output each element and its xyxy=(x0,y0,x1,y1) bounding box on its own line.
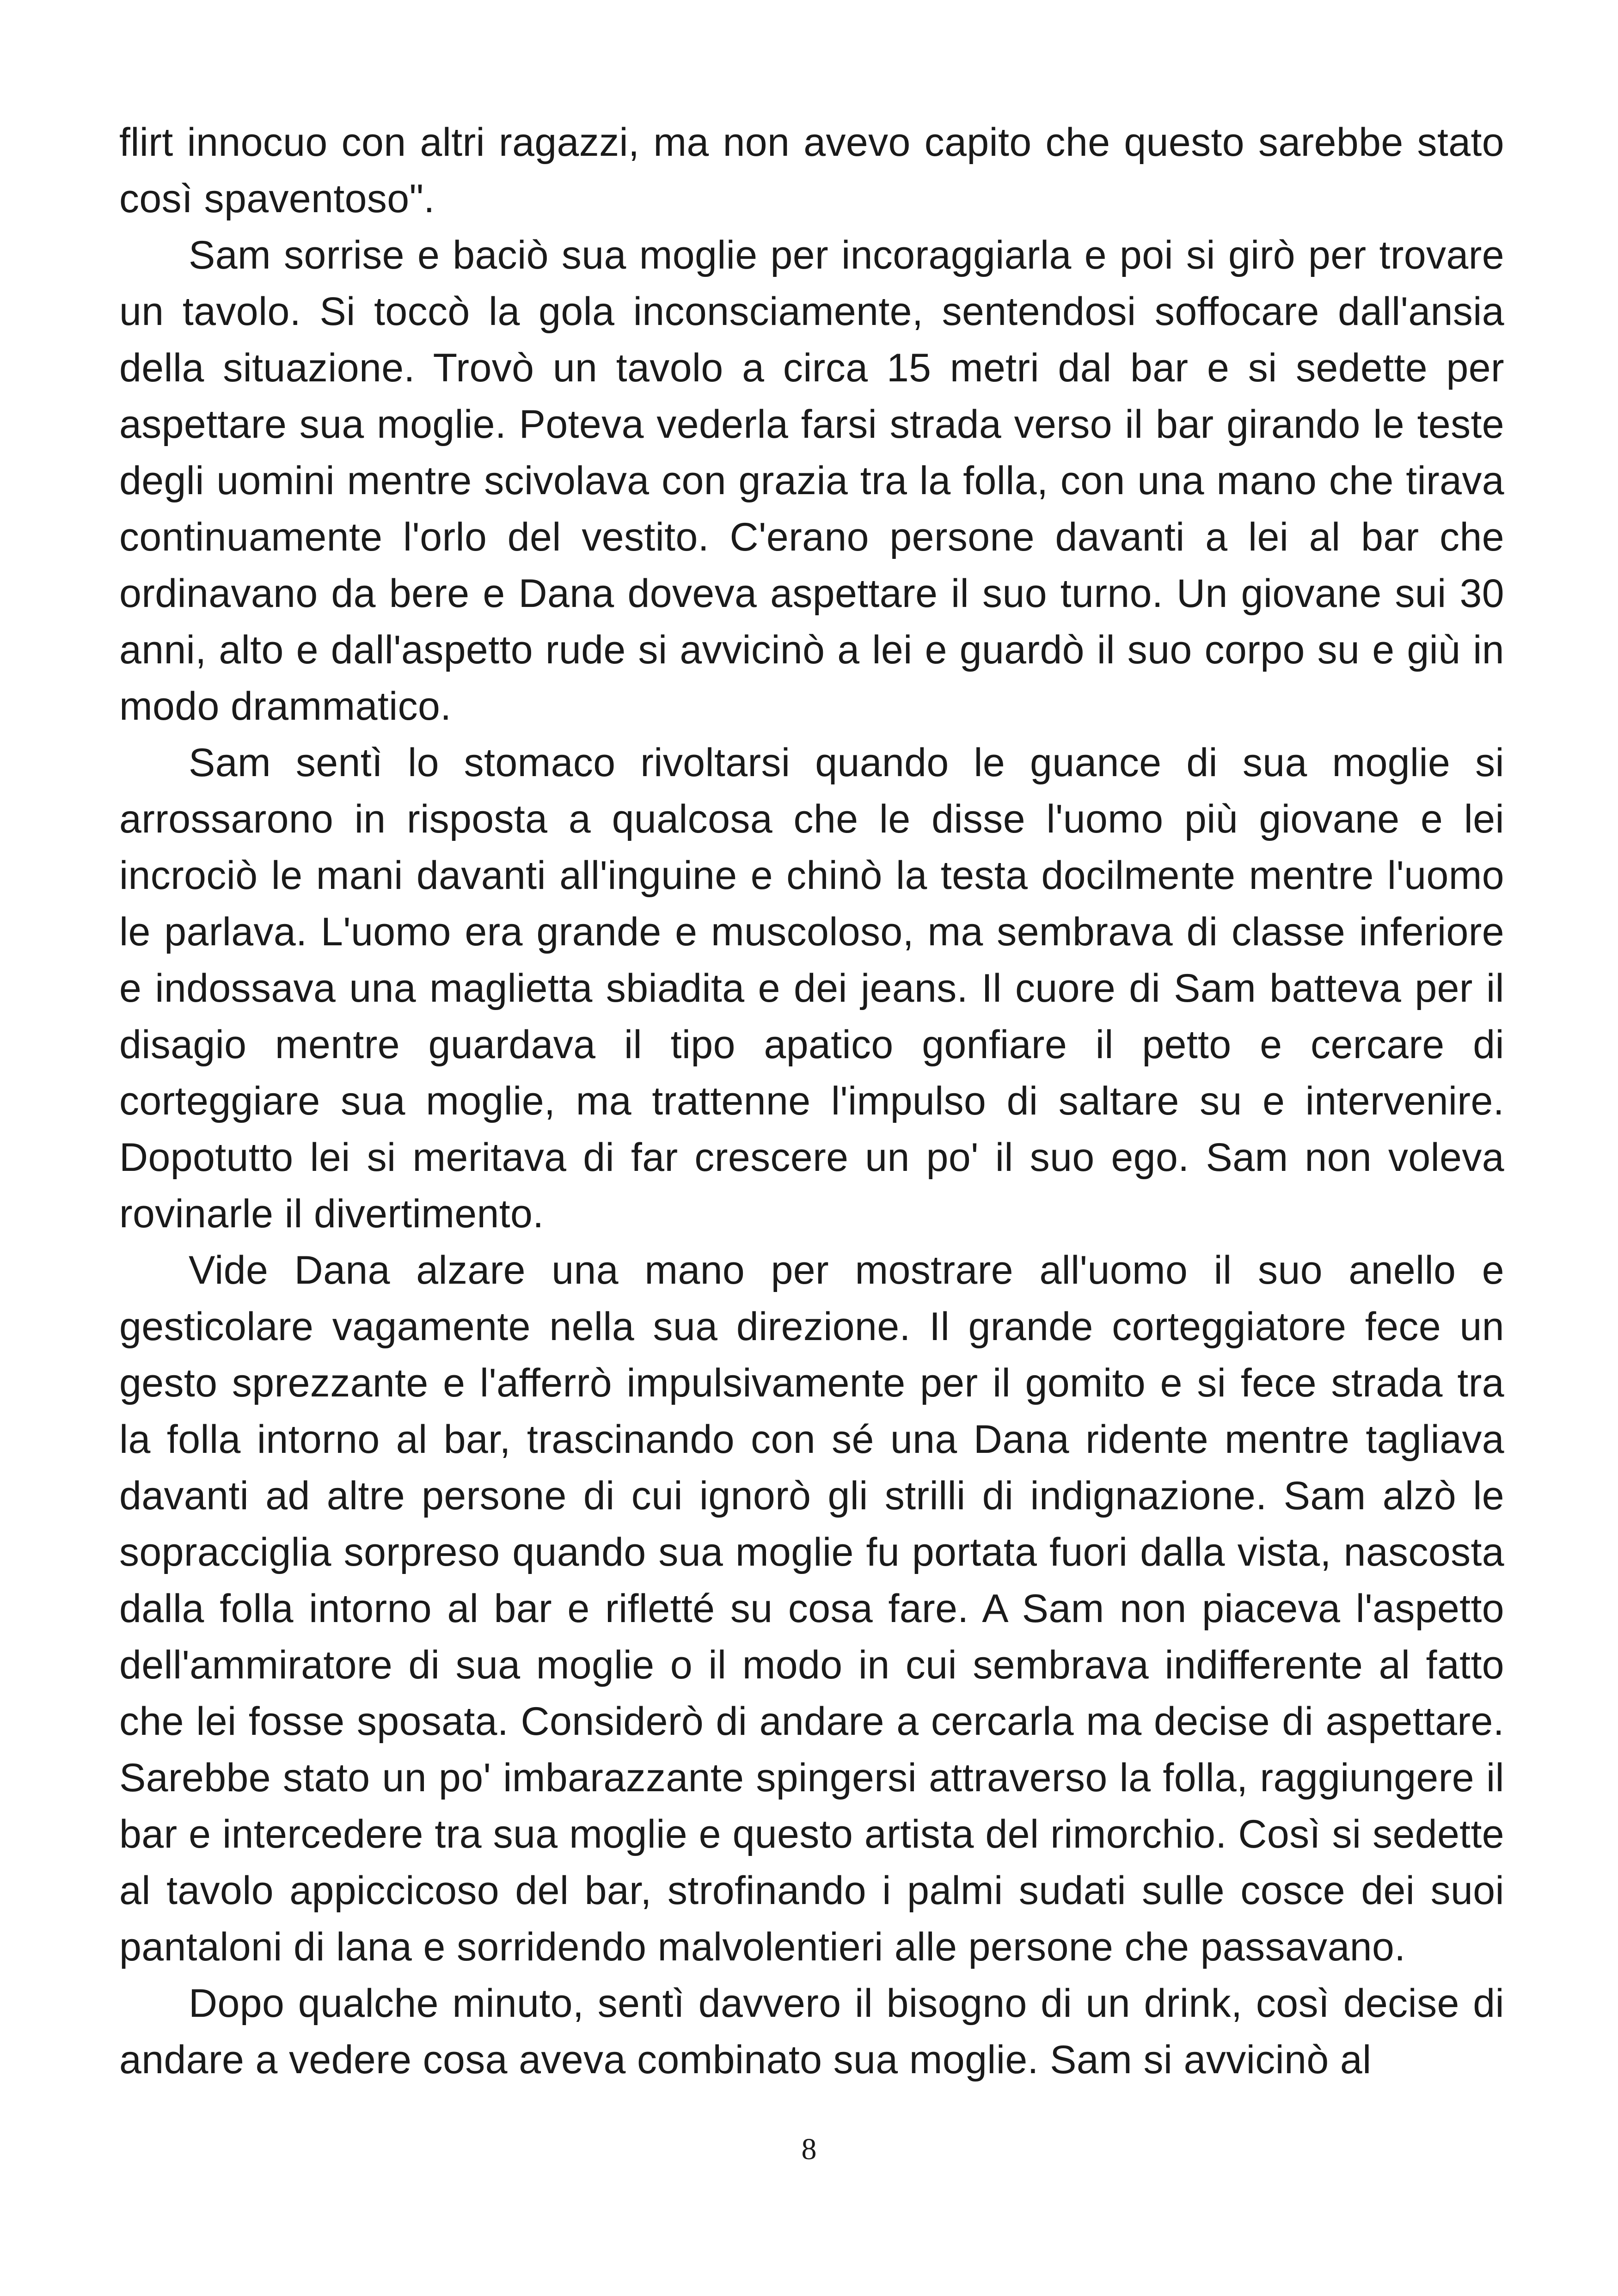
page-body xyxy=(119,114,1504,2088)
paragraph: Vide Dana alzare una mano per mostrare all'uomo il suo anello e gesticolare vagamente nella sua direzione. Il grande corteggiatore fece un gesto sprezzante e l'afferrò impulsivamente per il gomito e si fece strada tra la folla intorno al bar, trascinando con sé una Dana ridente mentre tagliava davanti ad altre persone di cui ignorò gli strilli di indignazione. Sam alzò le sopracciglia sorpreso quando sua moglie fu portata fuori dalla vista, nascosta dalla folla intorno al bar e rifletté su cosa fare. A Sam non piaceva l'aspetto dell'ammiratore di sua moglie o il modo in cui sembrava indifferente al fatto che lei fosse sposata. Considerò di andare a cercarla ma decise di aspettare. Sarebbe stato un po' imbarazzante spingersi attraverso la folla, raggiungere il bar e intercedere tra sua moglie e questo artista del rimorchio. Così si sedette al tavolo appiccicoso del bar, strofinando i palmi sudati sulle cosce dei suoi pantaloni di lana e sorridendo malvolentieri alle persone che passavano. xyxy=(119,1248,1504,1969)
page-number: 8 xyxy=(801,2132,817,2166)
paragraph: Sam sorrise e baciò sua moglie per incoraggiarla e poi si girò per trovare un tavolo. Si toccò la gola inconsciamente, sentendosi soffocare dall'ansia della situazione. Trovò un tavolo a circa 15 metri dal bar e si sedette per aspettare sua moglie. Poteva vederla farsi strada verso il bar girando le teste degli uomini mentre scivolava con grazia tra la folla, con una mano che tirava continuamente l'orlo del vestito. C'erano persone davanti a lei al bar che ordinavano da bere e Dana doveva aspettare il suo turno. Un giovane sui 30 anni, alto e dall'aspetto rude si avvicinò a lei e guardò il suo corpo su e giù in modo drammatico. xyxy=(119,233,1504,729)
paragraph: Sam sentì lo stomaco rivoltarsi quando le guance di sua moglie si arrossarono in risposta a qualcosa che le disse l'uomo più giovane e lei incrociò le mani davanti all'inguine e chinò la testa docilmente mentre l'uomo le parlava. L'uomo era grande e muscoloso, ma sembrava di classe inferiore e indossava una maglietta sbiadita e dei jeans. Il cuore di Sam batteva per il disagio mentre guardava il tipo apatico gonfiare il petto e cercare di corteggiare sua moglie, ma trattenne l'impulso di saltare su e intervenire. Dopotutto lei si meritava di far crescere un po' il suo ego. Sam non voleva rovinarle il divertimento. xyxy=(119,741,1504,1236)
paragraph: Dopo qualche minuto, sentì davvero il bisogno di un drink, così decise di andare a vedere cosa aveva combinato sua moglie. Sam si avvicinò al xyxy=(119,1981,1504,2082)
paragraph-continued: flirt innocuo con altri ragazzi, ma non avevo capito che questo sarebbe stato così spaventoso". xyxy=(119,120,1504,221)
